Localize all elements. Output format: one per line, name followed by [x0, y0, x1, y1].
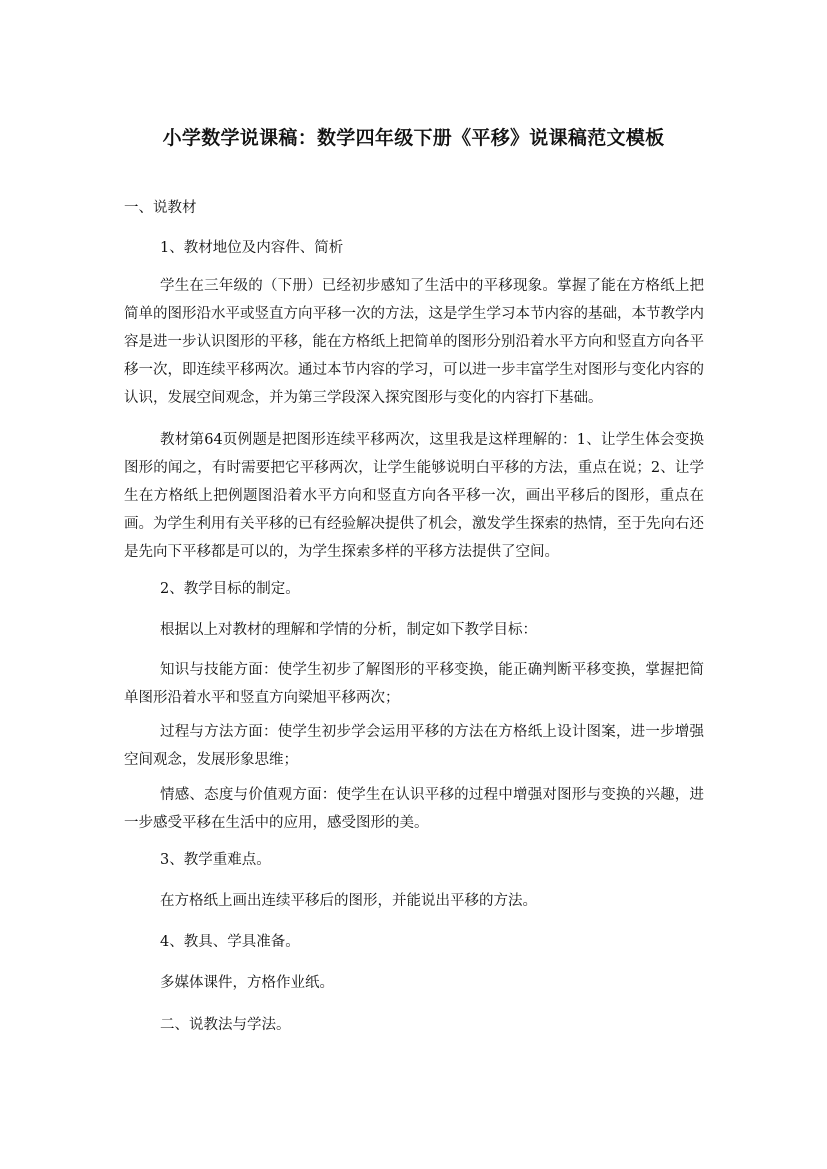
paragraph-goals-intro: 根据以上对教材的理解和学情的分析，制定如下教学目标： [160, 622, 537, 638]
paragraph-emotions-attitudes: 情感、态度与价值观方面：使学生在认识平移的过程中增强对图形与变换的兴趣，进一步感受平移在生活中的应用，感受图形的美。 [124, 787, 704, 831]
subheading-material-analysis: 1、教材地位及内容件、简析 [160, 240, 344, 256]
document-title: 小学数学说课稿：数学四年级下册《平移》说课稿范文模板 [162, 127, 665, 149]
paragraph-key-difficulties: 在方格纸上画出连续平移后的图形，并能说出平移的方法。 [160, 893, 537, 909]
subheading-teaching-goals: 2、教学目标的制定。 [160, 581, 300, 597]
subheading-teaching-tools: 4、教具、学具准备。 [160, 934, 300, 950]
paragraph-knowledge-skills: 知识与技能方面：使学生初步了解图形的平移变换，能正确判断平移变换，掌握把简单图形沿着水平和竖直方向梁旭平移两次； [124, 662, 704, 706]
subheading-key-difficulties: 3、教学重难点。 [160, 852, 271, 868]
paragraph-material-position: 学生在三年级的（下册）已经初步感知了生活中的平移现象。掌握了能在方格纸上把简单的图形沿水平或竖直方向平移一次的方法，这是学生学习本节内容的基础，本节教学内容是进一步认识图形的平移，能在方格纸上把简单的图形分别沿着水平方向和竖直方向各平移一次，即连续平移两次。通过本节内容的学习，可以进一步丰富学生对图形与变化内容的认识，发展空间观念，并为第三学段深入探究图形与变化的内容打下基础。 [124, 278, 704, 406]
paragraph-example-analysis: 教材第64页例题是把图形连续平移两次，这里我是这样理解的：1、让学生体会变换图形的闻之，有时需要把它平移两次，让学生能够说明白平移的方法，重点在说；2、让学生在方格纸上把例题图沿着水平方向和竖直方向各平移一次，画出平移后的图形，重点在画。为学生利用有关平移的已有经验解决提供了机会，激发学生探索的热情，至于先向右还是先向下平移都是可以的，为学生探索多样的平移方法提供了空间。 [124, 432, 704, 560]
paragraph-teaching-tools: 多媒体课件，方格作业纸。 [160, 975, 334, 991]
section-heading-methods: 二、说教法与学法。 [160, 1017, 291, 1033]
paragraph-process-methods: 过程与方法方面：使学生初步学会运用平移的方法在方格纸上设计图案，进一步增强空间观念，发展形象思维； [124, 724, 704, 768]
section-heading-teaching-material: 一、说教材 [124, 200, 197, 216]
